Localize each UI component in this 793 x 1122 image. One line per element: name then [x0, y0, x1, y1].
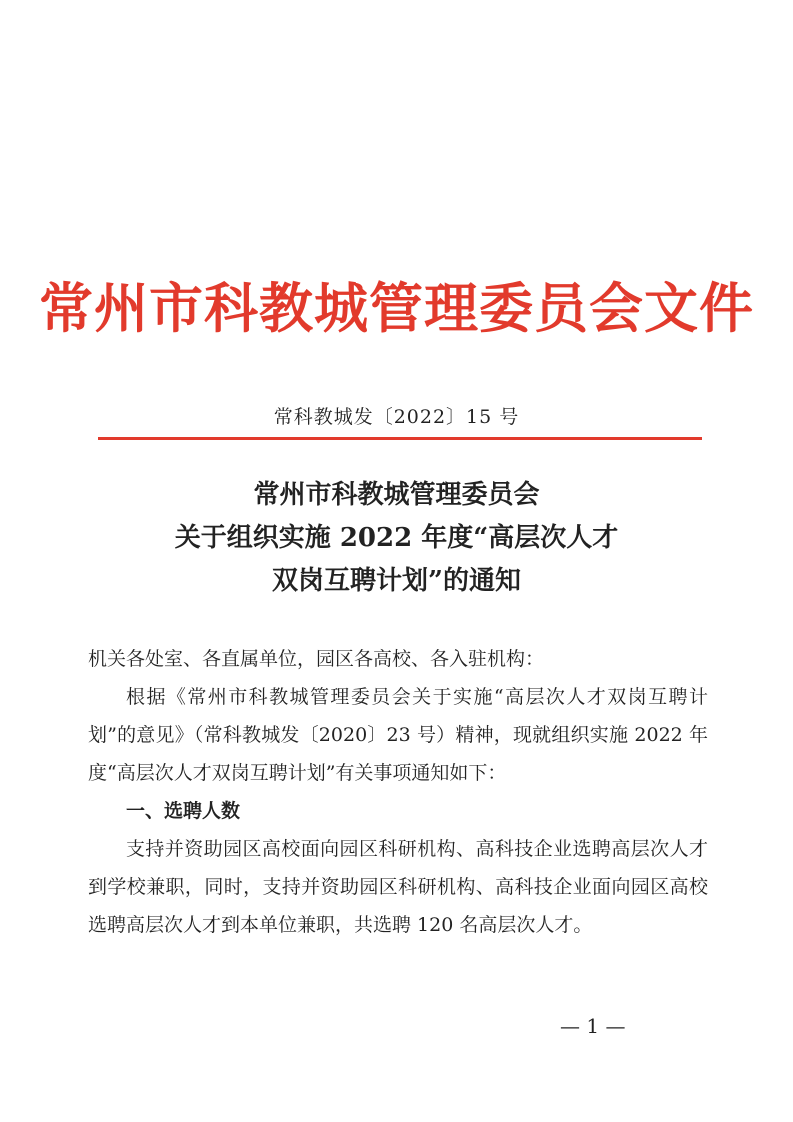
paragraph-recruitment-number: 支持并资助园区高校面向园区科研机构、高科技企业选聘高层次人才到学校兼职，同时，支持并资助园区科研机构、高科技企业面向园区高校选聘高层次人才到本单位兼职，共选聘 120 名高层次人才。: [88, 838, 708, 936]
section-heading-recruitment-number: 一、选聘人数: [126, 800, 241, 822]
addressee: 机关各处室、各直属单位，园区各高校、各入驻机构：: [88, 648, 545, 670]
notice-title-line-2: 关于组织实施 2022 年度“高层次人才: [174, 523, 619, 553]
notice-title-line-3: 双岗互聘计划”的通知: [272, 566, 521, 596]
red-divider-line: [98, 437, 702, 440]
document-number: 常科教城发〔2022〕15 号: [273, 406, 520, 428]
letterhead-title: 常州市科教城管理委员会文件: [39, 276, 754, 340]
notice-body: [88, 640, 708, 944]
notice-title: [0, 474, 793, 603]
paragraph-basis: 根据《常州市科教城管理委员会关于实施“高层次人才双岗互聘计划”的意见》（常科教城发〔2020〕23 号）精神，现就组织实施 2022 年度“高层次人才双岗互聘计划”有关事项通知如下：: [88, 686, 708, 784]
notice-title-line-1: 常州市科教城管理委员会: [253, 480, 540, 510]
page-number: — 1 —: [560, 1014, 626, 1038]
